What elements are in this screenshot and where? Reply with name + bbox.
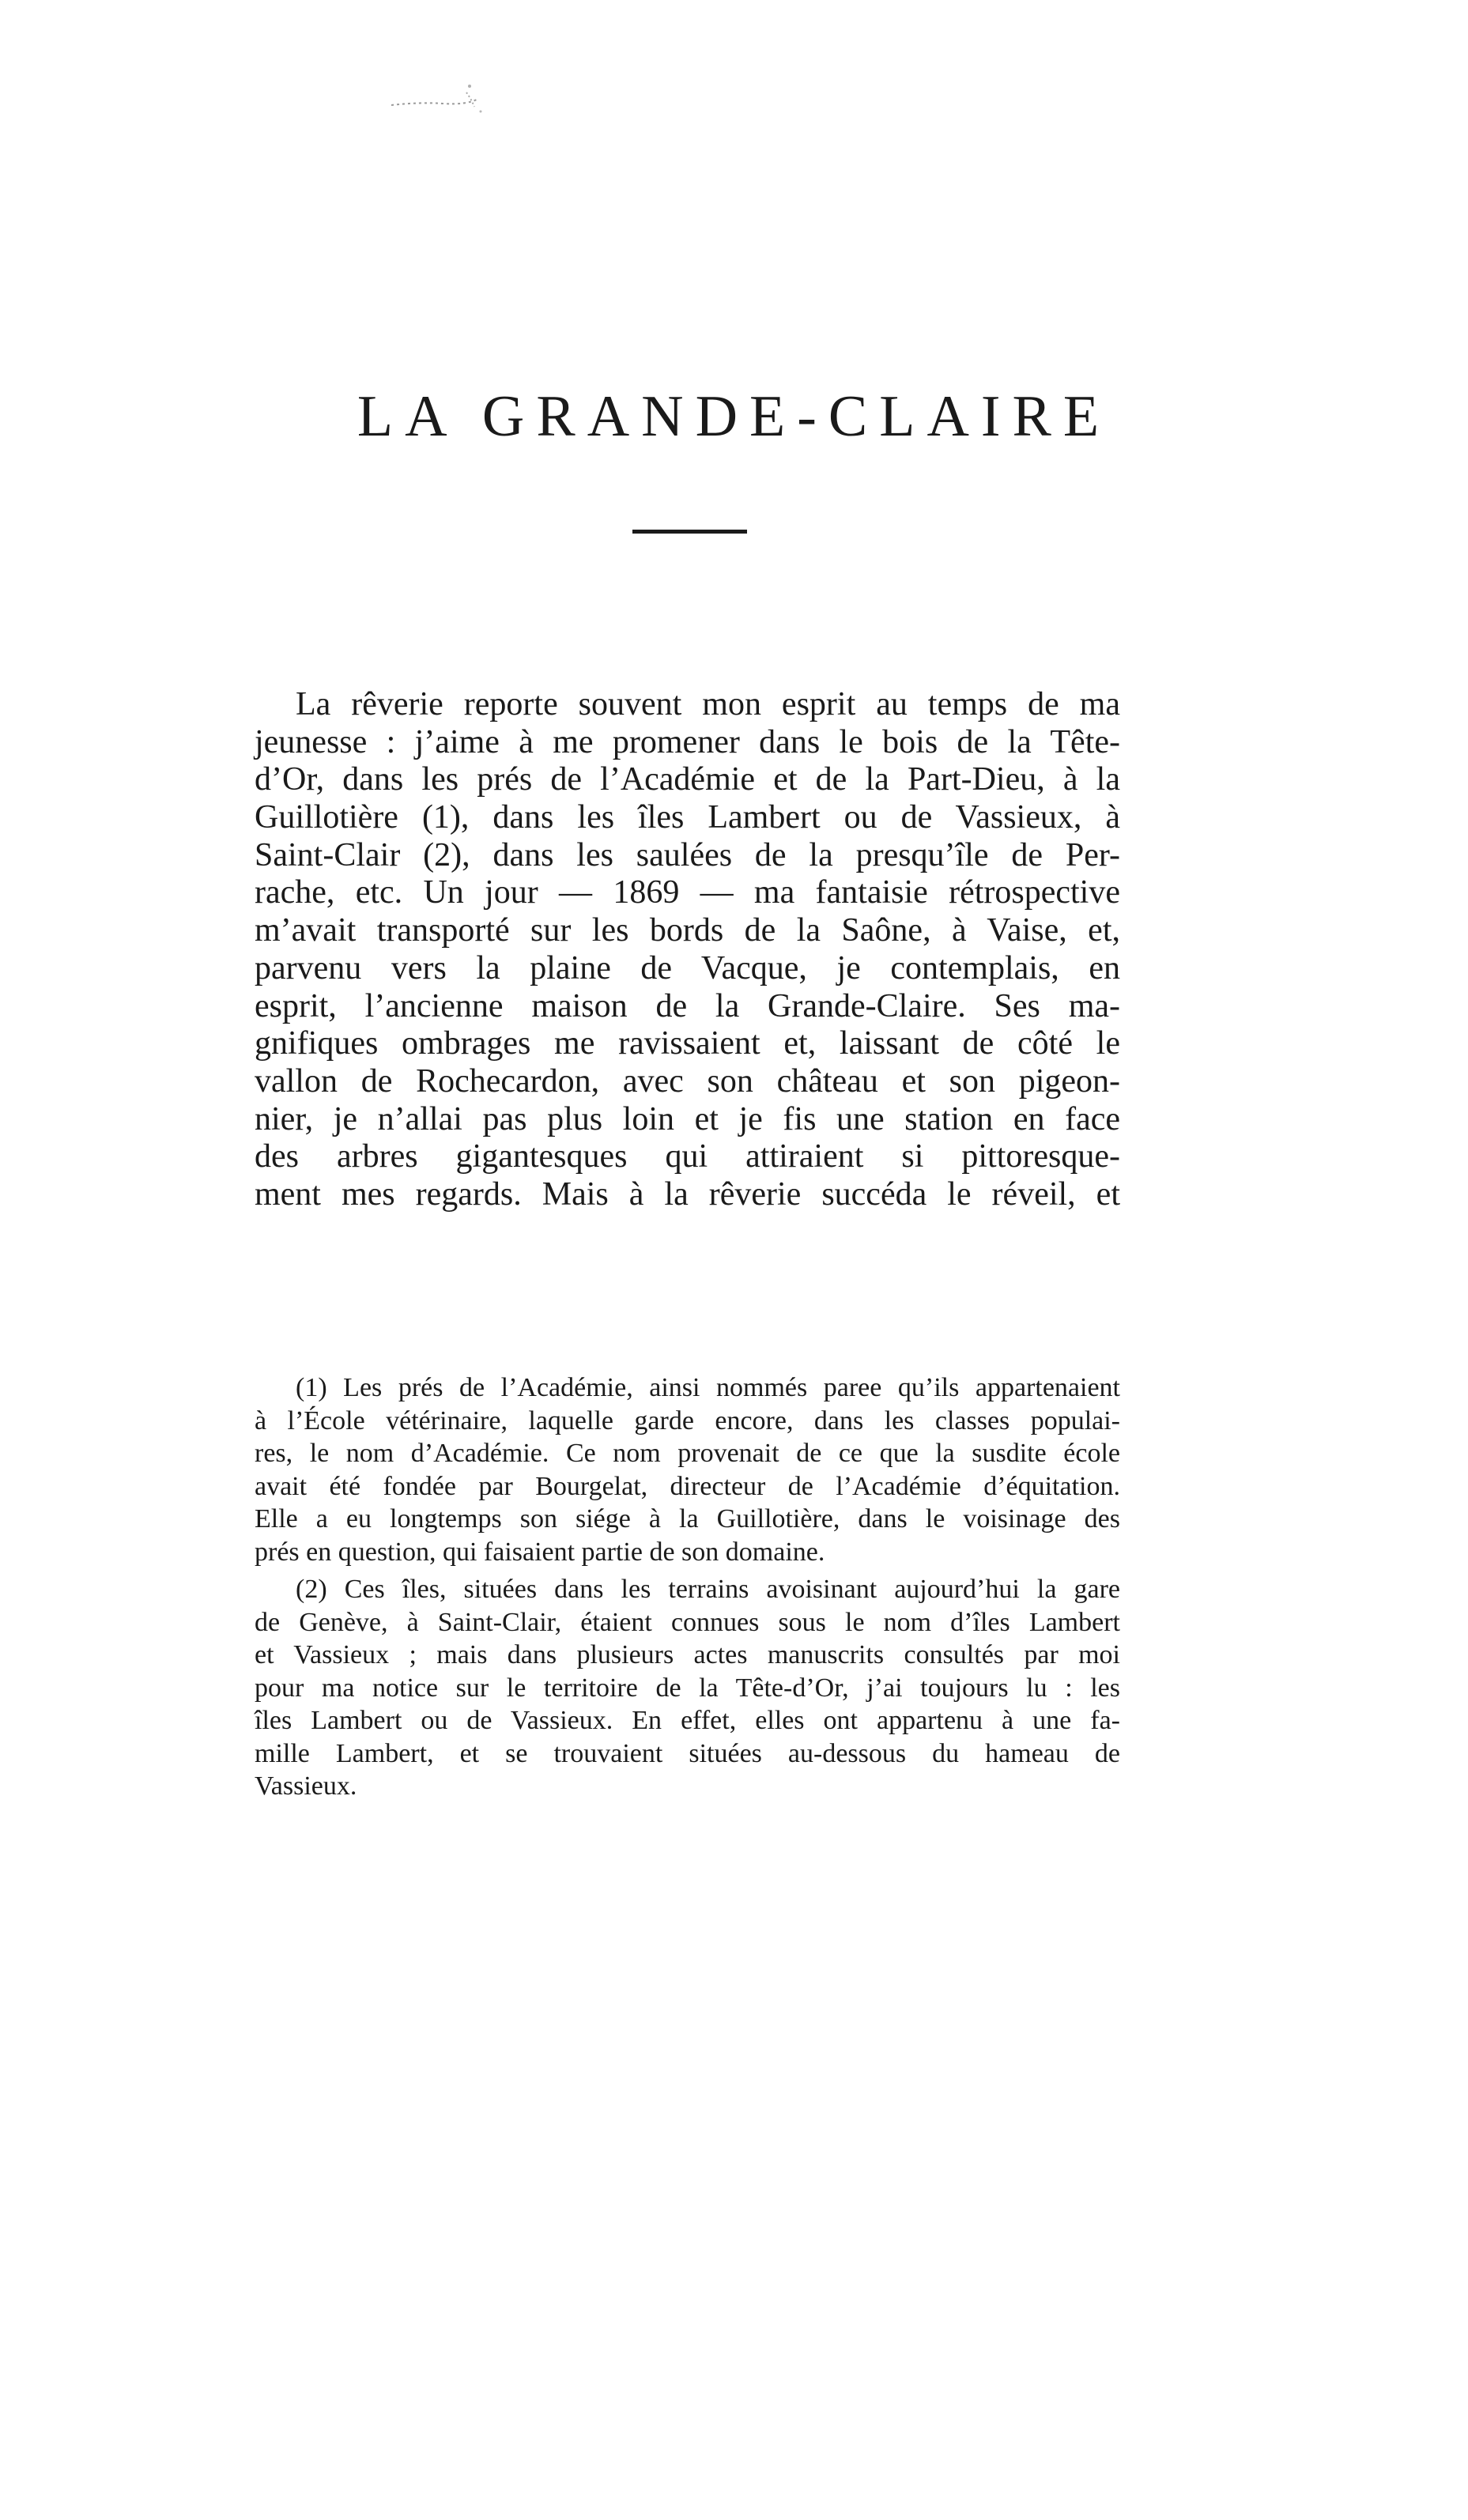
paragraph-line: gnifiques ombrages me ravissaient et, laissant de côté le <box>255 1025 1120 1062</box>
paragraph-line: m’avait transporté sur les bords de la Saône, à Vaise, et, <box>255 912 1120 949</box>
paragraph-line: d’Or, dans les prés de l’Académie et de la Part-Dieu, à la <box>255 761 1120 798</box>
paragraph-line: parvenu vers la plaine de Vacque, je contemplais, en <box>255 949 1120 986</box>
footnote-line: à l’École vétérinaire, laquelle garde encore, dans les classes populai- <box>255 1405 1120 1435</box>
footnote-line: (2) Ces îles, situées dans les terrains avoisinant aujourd’hui la gare <box>296 1575 1120 1604</box>
paragraph-line: des arbres gigantesques qui attiraient si pittoresque- <box>255 1138 1120 1175</box>
footnote-line: mille Lambert, et se trouvaient situées au-dessous du hameau de <box>255 1738 1120 1768</box>
footnote-line: (1) Les prés de l’Académie, ainsi nommés paree qu’ils appartenaient <box>296 1373 1120 1402</box>
footnote-line: prés en question, qui faisaient partie de son domaine. <box>255 1537 825 1567</box>
paragraph-line: ment mes regards. Mais à la rêverie succéda le réveil, et <box>255 1175 1120 1213</box>
footnotes <box>255 1371 1120 1803</box>
footnote-line: res, le nom d’Académie. Ce nom provenait de ce que la susdite école <box>255 1439 1120 1468</box>
page-title: LA GRANDE-CLAIRE <box>357 384 1111 449</box>
paragraph-line: nier, je n’allai pas plus loin et je fis une station en face <box>255 1100 1120 1137</box>
footnote-line: îles Lambert ou de Vassieux. En effet, elles ont appartenu à une fa- <box>255 1706 1120 1735</box>
ink-smudge <box>387 75 506 123</box>
footnote-1 <box>255 1371 1120 1568</box>
paragraph-line: rache, etc. Un jour — 1869 — ma fantaisie rétrospective <box>255 874 1120 911</box>
footnote-line: Vassieux. <box>255 1771 357 1801</box>
footnote-line: Elle a eu longtemps son siége à la Guillotière, dans le voisinage des <box>255 1504 1120 1534</box>
paragraph-line: Guillotière (1), dans les îles Lambert ou de Vassieux, à <box>255 799 1120 836</box>
paragraph-line: vallon de Rochecardon, avec son château et son pigeon- <box>255 1062 1120 1100</box>
paragraph-line: jeunesse : j’aime à me promener dans le bois de la Tête- <box>255 723 1120 760</box>
footnote-line: et Vassieux ; mais dans plusieurs actes manuscrits consultés par moi <box>255 1640 1120 1669</box>
footnote-line: avait été fondée par Bourgelat, directeur de l’Académie d’équitation. <box>255 1471 1120 1501</box>
paragraph-line: La rêverie reporte souvent mon esprit au temps de ma <box>296 686 1120 722</box>
paragraph-line: Saint-Clair (2), dans les saulées de la presqu’île de Per- <box>255 836 1120 873</box>
paragraph-line: esprit, l’ancienne maison de la Grande-Claire. Ses ma- <box>255 987 1120 1024</box>
main-paragraph <box>255 686 1120 1214</box>
footnote-line: de Genève, à Saint-Clair, étaient connues sous le nom d’îles Lambert <box>255 1607 1120 1637</box>
title-divider <box>632 530 747 534</box>
footnote-line: pour ma notice sur le territoire de la Tête-d’Or, j’ai toujours lu : les <box>255 1673 1120 1703</box>
footnote-2 <box>255 1573 1120 1803</box>
